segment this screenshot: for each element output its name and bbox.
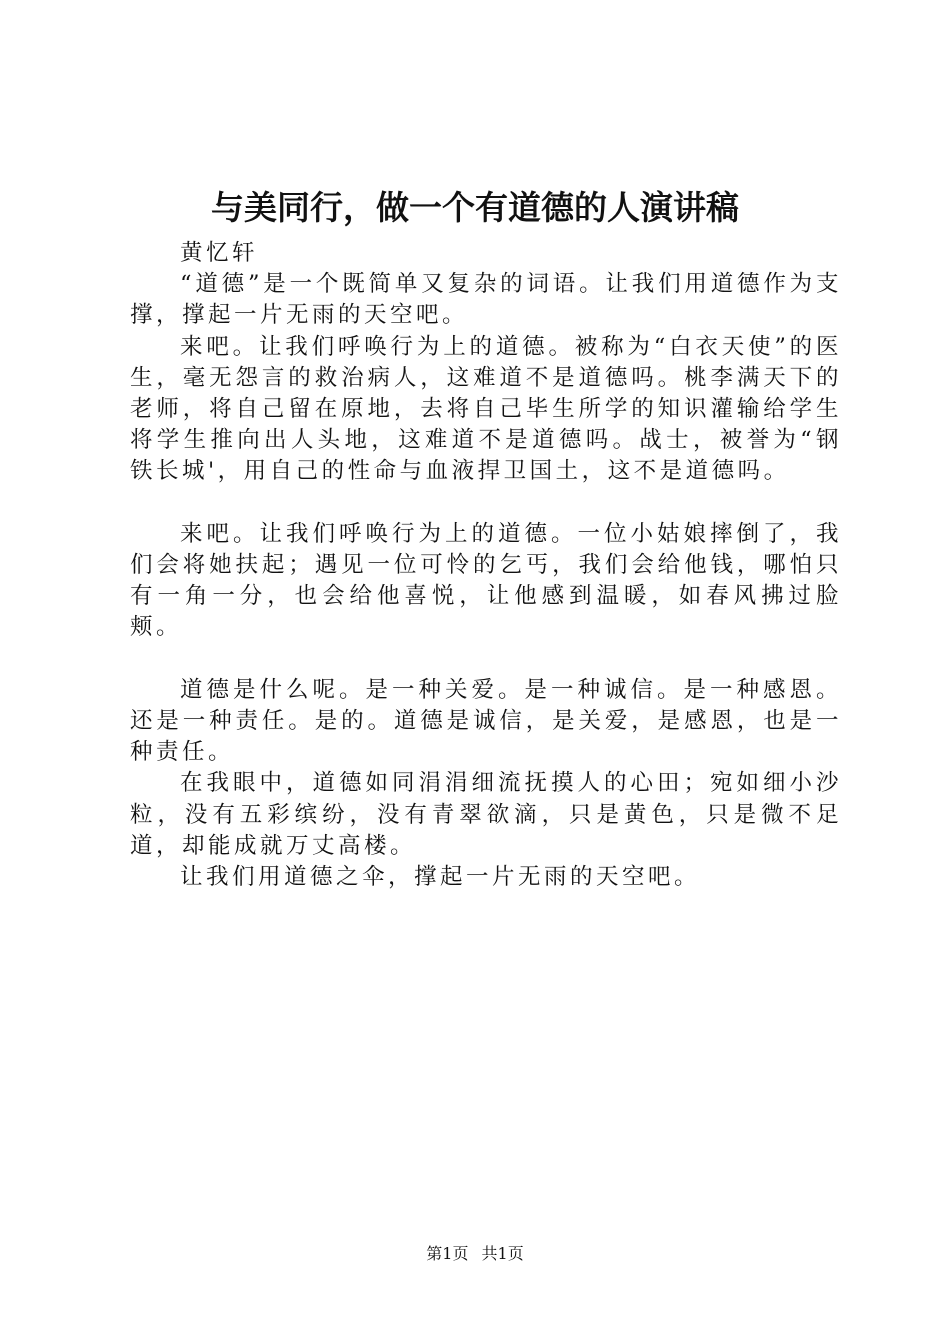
page-number: 第1页 bbox=[426, 1244, 469, 1263]
paragraph-professions: 来吧。让我们呼唤行为上的道德。被称为“白衣天使”的医生，毫无怨言的救治病人，这难道不是道德吗。桃李满天下的老师，将自己留在原地，去将自己毕生所学的知识灌输给学生将学生推向出人头地，这难道不是道德吗。战士，被誉为“钢铁长城'，用自己的性命与血液捍卫国土，这不是道德吗。 bbox=[130, 333, 842, 485]
document-body bbox=[130, 238, 842, 893]
author-name: 黄忆轩 bbox=[180, 240, 259, 266]
paragraph-intro: “道德”是一个既简单又复杂的词语。让我们用道德作为支撑，撑起一片无雨的天空吧。 bbox=[130, 271, 842, 329]
paragraph-what-is-morality: 道德是什么呢。是一种关爱。是一种诚信。是一种感恩。还是一种责任。是的。道德是诚信，是关爱，是感恩，也是一种责任。 bbox=[130, 676, 842, 766]
page-footer bbox=[0, 1243, 950, 1265]
paragraph-in-my-eyes: 在我眼中，道德如同涓涓细流抚摸人的心田；宛如细小沙粒，没有五彩缤纷，没有青翠欲滴，只是黄色，只是微不足道，却能成就万丈高楼。 bbox=[130, 770, 842, 859]
paragraph-kindness: 来吧。让我们呼唤行为上的道德。一位小姑娘摔倒了，我们会将她扶起；遇见一位可怜的乞丐，我们会给他钱，哪怕只有一角一分，也会给他喜悦，让他感到温暖，如春风拂过脸颊。 bbox=[130, 520, 842, 641]
document-title: 与美同行，做一个有道德的人演讲稿 bbox=[211, 188, 739, 227]
paragraph-closing: 让我们用道德之伞，撑起一片无雨的天空吧。 bbox=[180, 864, 701, 891]
page-total: 共1页 bbox=[481, 1244, 524, 1263]
